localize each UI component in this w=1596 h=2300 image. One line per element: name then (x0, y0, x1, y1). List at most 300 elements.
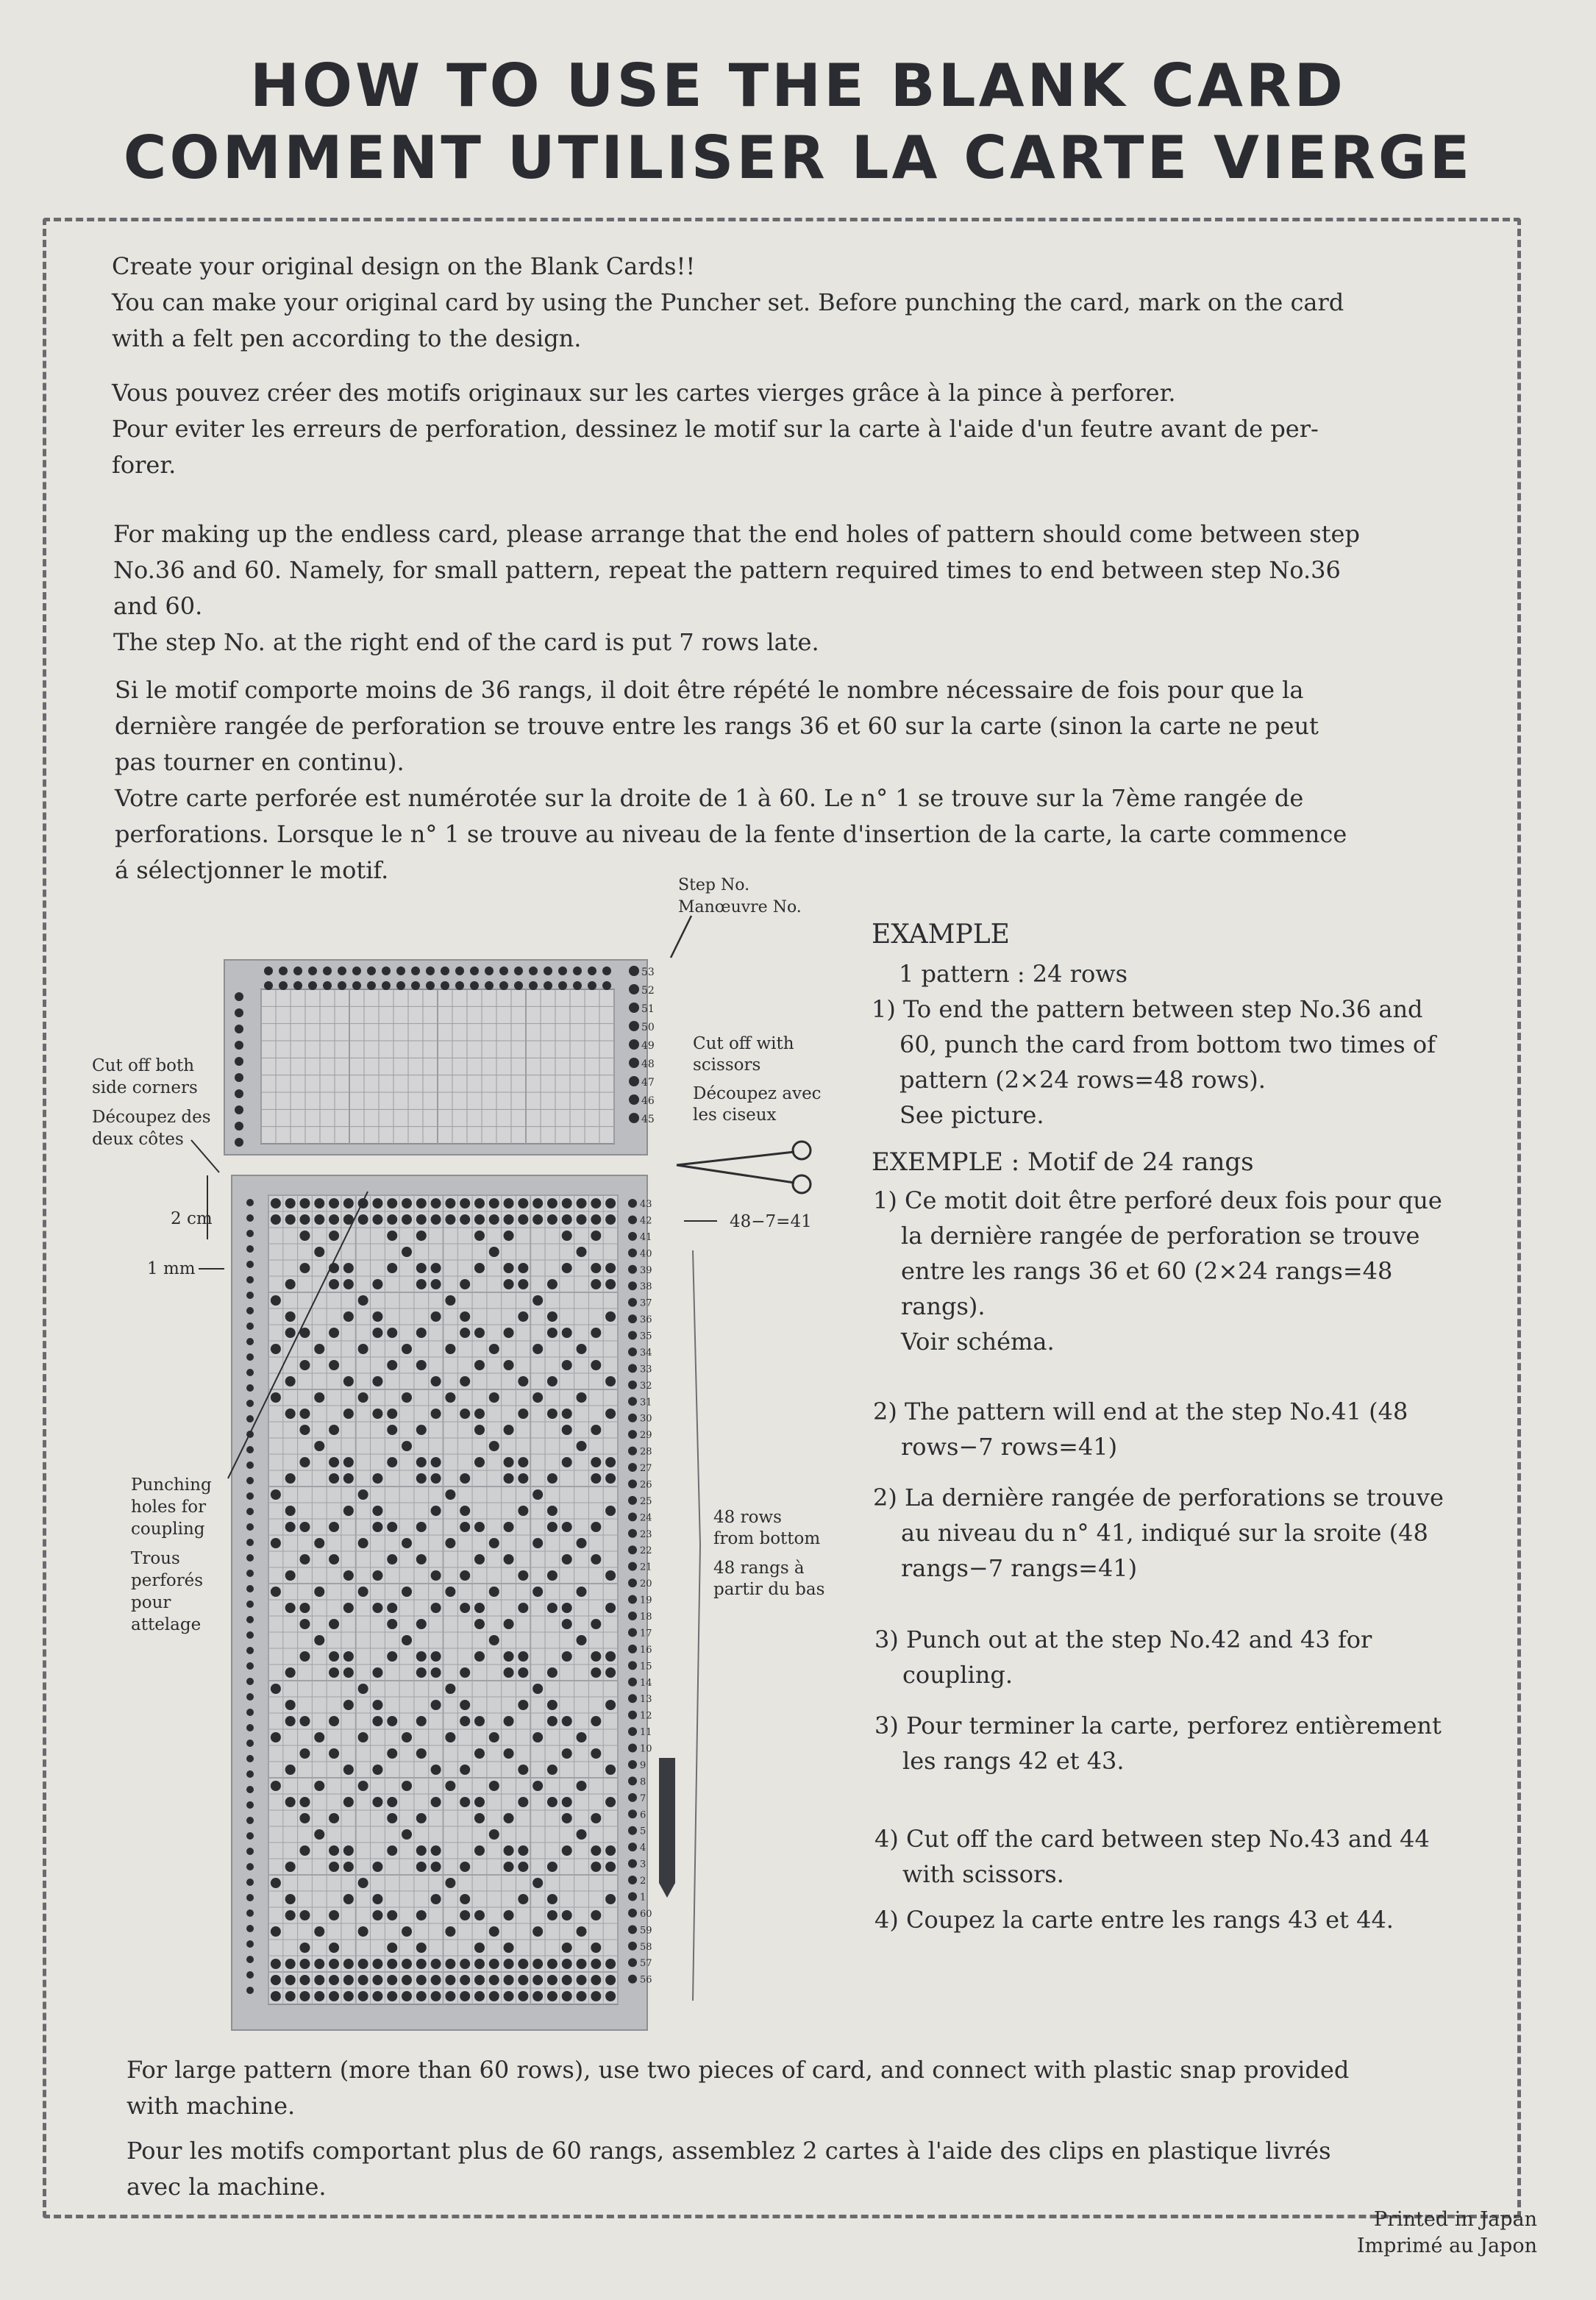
card-hole (285, 1198, 296, 1208)
card-hole (460, 1959, 470, 1969)
card-hole (293, 981, 302, 990)
manoeuvre-no-label: Manœuvre No. (678, 898, 802, 916)
card-hole (367, 966, 376, 975)
card-hole (474, 1619, 485, 1629)
card-hole (372, 1570, 382, 1581)
card-hole (577, 1538, 587, 1548)
card-hole (629, 1039, 639, 1050)
step-number: 24 (640, 1512, 652, 1524)
card-hole (605, 1845, 616, 1856)
example-line: with scissors. (902, 1860, 1064, 1888)
step-number: 58 (640, 1941, 652, 1953)
card-hole (285, 1700, 296, 1710)
card-hole (485, 966, 494, 975)
card-hole (605, 1376, 616, 1386)
card-hole (431, 1409, 441, 1419)
card-hole (271, 1781, 281, 1791)
cut-corners-arrow (191, 1140, 219, 1172)
example-line: Voir schéma. (901, 1328, 1055, 1356)
card-hole (246, 1384, 254, 1392)
card-hole (504, 1279, 514, 1289)
card-hole (628, 1545, 637, 1554)
card-hole (532, 1489, 543, 1500)
card-hole (246, 1554, 254, 1562)
card-hole (629, 1021, 639, 1031)
card-hole (416, 1522, 427, 1532)
card-hole (591, 1943, 601, 1953)
card-hole (271, 1684, 281, 1694)
card-hole (285, 1603, 296, 1613)
card-hole (271, 1538, 281, 1548)
step-number: 60 (640, 1908, 652, 1920)
card-hole (518, 1845, 528, 1856)
card-hole (372, 1975, 382, 1985)
card-hole (431, 1457, 441, 1467)
example-line: 4) Coupez la carte entre les rangs 43 et 44. (874, 1906, 1394, 1934)
card-hole (460, 1975, 470, 1985)
card-hole (628, 1314, 637, 1323)
card-hole (299, 1619, 310, 1629)
card-hole (285, 1862, 296, 1872)
card-hole (329, 1214, 339, 1225)
card-hole (246, 1461, 254, 1469)
rows-from-bottom-label: from bottom (713, 1529, 821, 1548)
card-hole (329, 1554, 339, 1564)
card-hole (314, 1392, 324, 1403)
card-hole (628, 1942, 637, 1951)
card-hole (504, 1522, 514, 1532)
card-hole (518, 1667, 528, 1678)
card-hole (246, 1292, 254, 1299)
card-hole (489, 1587, 499, 1597)
card-hole (474, 1748, 485, 1759)
intro-fr-line: Pour eviter les erreurs de perforation, dessinez le motif sur la carte à l'aide d'un feutre avant de per- (112, 415, 1319, 443)
card-hole (562, 1409, 572, 1419)
card-hole (474, 1797, 485, 1807)
card-hole (489, 1959, 499, 1969)
card-hole (431, 1214, 441, 1225)
card-hole (532, 1781, 543, 1791)
card-hole (628, 1760, 637, 1769)
card-hole (605, 1894, 616, 1904)
card-hole (246, 1601, 254, 1608)
card-hole (562, 1991, 572, 2001)
card-hole (628, 1975, 637, 1984)
card-hole (628, 1562, 637, 1571)
card-hole (489, 1198, 499, 1208)
card-hole (235, 1073, 243, 1082)
card-hole (591, 1651, 601, 1662)
card-hole (562, 1214, 572, 1225)
card-hole (271, 1587, 281, 1597)
card-hole (402, 1392, 412, 1403)
card-hole (605, 1651, 616, 1662)
card-hole (628, 1215, 637, 1224)
card-hole (562, 1943, 572, 1953)
card-hole (372, 1765, 382, 1775)
example-step4-fr (874, 1902, 1478, 1937)
card-hole (246, 1755, 254, 1762)
endless-english (113, 516, 1459, 661)
card-hole (460, 1910, 470, 1920)
card-hole (445, 1392, 455, 1403)
card-hole (246, 1724, 254, 1731)
card-hole (504, 1425, 514, 1435)
card-hole (445, 1732, 455, 1742)
card-hole (518, 1263, 528, 1273)
card-hole (629, 1094, 639, 1105)
card-hole (591, 1845, 601, 1856)
card-hole (246, 1415, 254, 1423)
endless-fr-line: Si le motif comporte moins de 36 rangs, il doit être répété le nombre nécessaire de fois pour que la (115, 676, 1304, 704)
card-hole (358, 1975, 368, 1985)
card-hole (591, 1457, 601, 1467)
card-hole (547, 1311, 557, 1322)
card-hole (416, 1457, 427, 1467)
card-hole (431, 1667, 441, 1678)
example-step1-fr (873, 1183, 1476, 1359)
example-line: rangs−7 rangs=41) (901, 1554, 1138, 1582)
rows-from-bottom-label: partir du bas (713, 1580, 825, 1599)
card-hole (460, 1328, 470, 1338)
card-hole (372, 1959, 382, 1969)
card-hole (416, 1554, 427, 1564)
card-hole (532, 1959, 543, 1969)
card-hole (460, 1700, 470, 1710)
card-hole (445, 1344, 455, 1354)
card-hole (387, 1748, 397, 1759)
card-hole (628, 1447, 637, 1456)
card-hole (562, 1813, 572, 1823)
card-hole (474, 1522, 485, 1532)
card-hole (416, 1231, 427, 1241)
card-hole (246, 1539, 254, 1546)
card-hole (387, 1198, 397, 1208)
card-hole (352, 966, 361, 975)
card-hole (416, 1910, 427, 1920)
one-mm-label: 1 mm (147, 1259, 196, 1278)
large-pattern-french (127, 2133, 1471, 2205)
card-hole (246, 1770, 254, 1778)
card-hole (246, 1523, 254, 1531)
card-hole (285, 1214, 296, 1225)
card-hole (271, 1198, 281, 1208)
card-hole (343, 1845, 354, 1856)
card-hole (372, 1409, 382, 1419)
card-hole (573, 966, 582, 975)
card-hole (299, 1522, 310, 1532)
card-hole (382, 966, 391, 975)
intro-fr-line: forer. (112, 451, 177, 479)
example-line: les rangs 42 et 43. (902, 1747, 1125, 1775)
card-hole (532, 1344, 543, 1354)
card-hole (402, 1926, 412, 1937)
card-hole (299, 1457, 310, 1467)
card-hole (387, 1943, 397, 1953)
card-hole (518, 1198, 528, 1208)
card-hole (532, 1926, 543, 1937)
card-hole (372, 1910, 382, 1920)
card-hole (372, 1214, 382, 1225)
card-hole (489, 1441, 499, 1451)
card-hole (562, 1845, 572, 1856)
card-hole (562, 1263, 572, 1273)
endless-en-line: The step No. at the right end of the card is put 7 rows late. (113, 628, 819, 656)
step-number: 3 (640, 1859, 646, 1870)
title-english: HOW TO USE THE BLANK CARD (250, 51, 1346, 120)
card-hole (504, 1716, 514, 1726)
step-number: 57 (640, 1958, 652, 1970)
step-number: 8 (640, 1776, 646, 1788)
card-hole (591, 1959, 601, 1969)
endless-en-line: For making up the endless card, please arrange that the end holes of pattern should come between step (113, 520, 1360, 548)
card-hole (416, 1748, 427, 1759)
card-hole (431, 1862, 441, 1872)
card-hole (372, 1894, 382, 1904)
rows-from-bottom-label: 48 rangs à (713, 1559, 805, 1578)
card-hole (372, 1473, 382, 1484)
card-hole (323, 966, 332, 975)
card-hole (628, 1628, 637, 1637)
example-line: 1) Ce motit doit être perforé deux fois pour que (873, 1186, 1442, 1214)
card-hole (518, 1506, 528, 1516)
card-hole (246, 1214, 254, 1222)
step-number: 2 (640, 1876, 646, 1887)
step-number: 17 (640, 1628, 652, 1639)
step-number: 16 (640, 1644, 652, 1656)
card-hole (628, 1876, 637, 1884)
card-hole (474, 1231, 485, 1241)
card-hole (562, 1797, 572, 1807)
card-hole (235, 1138, 243, 1147)
card-hole (358, 1295, 368, 1306)
card-hole (285, 1311, 296, 1322)
card-hole (246, 1647, 254, 1654)
card-hole (246, 1894, 254, 1901)
card-hole (547, 1506, 557, 1516)
printed-in-japan: Printed in Japan (1373, 2208, 1537, 2231)
card-hole (547, 1991, 557, 2001)
card-hole (547, 1765, 557, 1775)
card-hole (314, 1991, 324, 2001)
step-number: 29 (640, 1430, 652, 1442)
card-hole (416, 1813, 427, 1823)
card-hole (308, 966, 317, 975)
card-hole (547, 1409, 557, 1419)
punching-holes-label: Punching (131, 1475, 212, 1495)
card-hole (489, 1344, 499, 1354)
card-hole (504, 1943, 514, 1953)
scissors-icon (677, 1142, 811, 1193)
card-hole (591, 1425, 601, 1435)
endless-en-line: No.36 and 60. Namely, for small pattern, repeat the pattern required times to end between step No.36 (113, 556, 1341, 584)
card-hole (532, 1198, 543, 1208)
card-hole (343, 1473, 354, 1484)
card-hole (416, 1279, 427, 1289)
card-hole (285, 1910, 296, 1920)
card-hole (489, 1635, 499, 1645)
card-hole (416, 1667, 427, 1678)
card-hole (387, 1522, 397, 1532)
card-hole (605, 1667, 616, 1678)
card-hole (445, 1214, 455, 1225)
card-hole (431, 1975, 441, 1985)
card-hole (372, 1700, 382, 1710)
card-hole (402, 1214, 412, 1225)
card-hole (460, 1894, 470, 1904)
step-no-arrow (671, 916, 691, 958)
example-line: 2) La dernière rangée de perforations se trouve (873, 1484, 1444, 1512)
card-hole (271, 1214, 281, 1225)
card-hole (591, 1473, 601, 1484)
card-hole (299, 1198, 310, 1208)
card-hole (460, 1311, 470, 1322)
card-hole (518, 1797, 528, 1807)
card-hole (460, 1214, 470, 1225)
card-hole (460, 1862, 470, 1872)
card-hole (504, 1975, 514, 1985)
card-hole (489, 1538, 499, 1548)
example-line: 1) To end the pattern between step No.36 and (872, 995, 1423, 1023)
card-hole (628, 1612, 637, 1620)
cut-scissors-label: Cut off with (693, 1034, 794, 1053)
card-hole (591, 1991, 601, 2001)
card-hole (396, 981, 405, 990)
example-line: coupling. (902, 1661, 1013, 1689)
card-hole (577, 1926, 587, 1937)
card-hole (329, 1619, 339, 1629)
card-hole (514, 966, 523, 975)
card-hole (387, 1360, 397, 1370)
card-hole (285, 1959, 296, 1969)
card-hole (314, 1635, 324, 1645)
card-hole (628, 1414, 637, 1423)
cut-scissors-label: Découpez avec (693, 1084, 822, 1103)
card-hole (358, 1781, 368, 1791)
card-hole (628, 1578, 637, 1587)
card-hole (518, 1975, 528, 1985)
intro-en-line: with a felt pen according to the design. (112, 324, 582, 352)
card-hole (343, 1603, 354, 1613)
card-hole (562, 1716, 572, 1726)
example-line: 60, punch the card from bottom two times of (899, 1030, 1436, 1058)
card-hole (474, 1943, 485, 1953)
step-number: 30 (640, 1413, 652, 1425)
card-hole (426, 966, 435, 975)
card-hole (343, 1376, 354, 1386)
card-hole (562, 1360, 572, 1370)
card-hole (416, 1425, 427, 1435)
endless-fr-line: pas tourner en continu). (115, 748, 405, 776)
card-hole (314, 1538, 324, 1548)
card-hole (558, 981, 567, 990)
card-hole (271, 1959, 281, 1969)
card-hole (577, 1781, 587, 1791)
card-hole (431, 1263, 441, 1273)
example-line: See picture. (899, 1101, 1044, 1129)
card-hole (402, 1991, 412, 2001)
card-hole (314, 1781, 324, 1791)
card-hole (605, 1506, 616, 1516)
card-hole (387, 1554, 397, 1564)
card-hole (547, 1198, 557, 1208)
card-hole (387, 1651, 397, 1662)
card-hole (372, 1506, 382, 1516)
card-hole (562, 1748, 572, 1759)
card-hole (605, 1797, 616, 1807)
card-hole (504, 1651, 514, 1662)
step-number: 52 (641, 985, 655, 997)
card-hole (246, 1863, 254, 1870)
card-hole (246, 1662, 254, 1670)
card-hole (299, 1214, 310, 1225)
card-hole (504, 1991, 514, 2001)
card-hole (279, 981, 288, 990)
card-hole (544, 981, 552, 990)
card-hole (246, 1832, 254, 1840)
card-hole (329, 1360, 339, 1370)
card-hole (402, 1732, 412, 1742)
card-hole (489, 1926, 499, 1937)
card-hole (547, 1522, 557, 1532)
card-hole (358, 1538, 368, 1548)
card-hole (514, 981, 523, 990)
step-number: 21 (640, 1562, 652, 1573)
card-hole (431, 1845, 441, 1856)
card-hole (402, 1959, 412, 1969)
card-hole (308, 981, 317, 990)
card-hole (474, 1716, 485, 1726)
card-hole (628, 1265, 637, 1274)
card-hole (532, 1295, 543, 1306)
example-line: 2) The pattern will end at the step No.41 (48 (873, 1398, 1408, 1425)
card-hole (628, 1331, 637, 1340)
card-hole (489, 1991, 499, 2001)
card-hole (314, 1975, 324, 1985)
card-hole (329, 1279, 339, 1289)
card-hole (591, 1360, 601, 1370)
card-hole (372, 1862, 382, 1872)
card-hole (246, 1631, 254, 1639)
card-hole (628, 1678, 637, 1687)
card-hole (445, 1991, 455, 2001)
card-hole (329, 1667, 339, 1678)
card-hole (562, 1328, 572, 1338)
card-hole (605, 1991, 616, 2001)
punching-holes-label: perforés (131, 1571, 204, 1590)
card-hole (460, 1570, 470, 1581)
card-hole (343, 1279, 354, 1289)
card-hole (329, 1959, 339, 1969)
step-number: 48 (641, 1058, 655, 1070)
card-hole (485, 981, 494, 990)
step-number: 53 (641, 966, 655, 978)
card-hole (504, 1959, 514, 1969)
card-hole (605, 1959, 616, 1969)
example-line: au niveau du n° 41, indiqué sur la sroite (48 (901, 1519, 1428, 1547)
card-hole (628, 1793, 637, 1802)
step-number: 23 (640, 1528, 652, 1540)
card-hole (372, 1716, 382, 1726)
card-hole (547, 1570, 557, 1581)
card-hole (460, 1667, 470, 1678)
large-fr-line: avec la machine. (127, 2173, 327, 2201)
card-hole (518, 1862, 528, 1872)
intro-fr-line: Vous pouvez créer des motifs originaux sur les cartes vierges grâce à la pince à perforer. (112, 379, 1176, 407)
card-hole (577, 1344, 587, 1354)
card-hole (431, 1991, 441, 2001)
card-hole (577, 1198, 587, 1208)
